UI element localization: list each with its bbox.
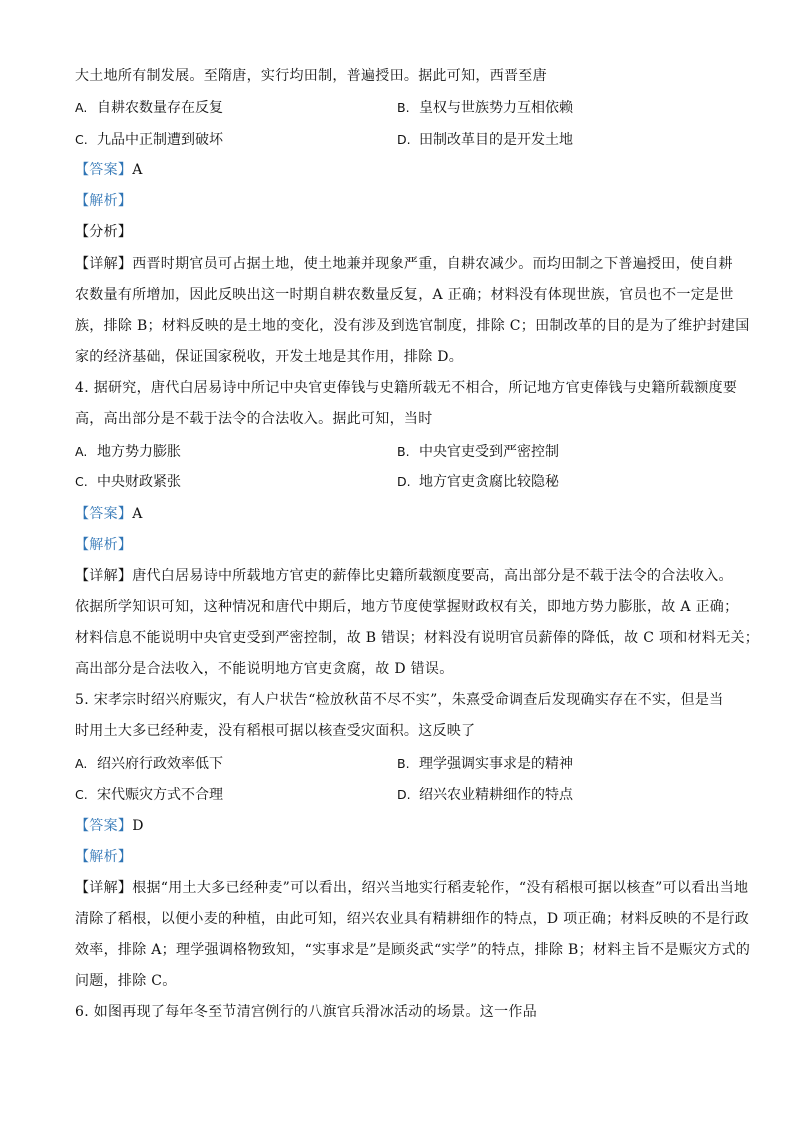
q5-option-d: D. 绍兴农业精耕细作的特点 [397,787,573,803]
q5-option-b: B. 理学强调实事求是的精神 [397,756,573,772]
q4-option-d: D. 地方官吏贪腐比较隐秘 [397,474,559,490]
q3-answer: 【答案】A [75,162,143,178]
q4-option-a: A. 地方势力膨胀 [75,444,181,460]
q6-stem-line-1: 6. 如图再现了每年冬至节清宫例行的八旗官兵滑冰活动的场景。这一作品 [75,1004,538,1020]
q3-detail-line-4: 家的经济基础，保证国家税收，开发土地是其作用，排除 D。 [75,349,464,365]
q5-detail-line-2: 清除了稻根，以便小麦的种植，由此可知，绍兴农业具有精耕细作的特点，D 项正确；材料反映的不是行政 [75,911,750,927]
q4-stem-line-2: 高，高出部分是不载于法令的合法收入。据此可知，当时 [75,411,433,427]
q3-fenxi-heading: 【分析】 [75,224,133,240]
q5-answer: 【答案】D [75,818,144,834]
q3-option-b: B. 皇权与世族势力互相依赖 [397,100,573,116]
q4-option-c: C. 中央财政紧张 [75,474,181,490]
q5-stem-line-2: 时用土大多已经种麦，没有稻根可据以核查受灾面积。这反映了 [75,723,476,739]
q3-detail-line-2: 农数量有所增加，因此反映出这一时期自耕农数量反复，A 正确；材料没有体现世族，官员也不一定是世 [75,287,734,303]
q5-option-a: A. 绍兴府行政效率低下 [75,756,223,772]
q5-detail-line-3: 效率，排除 A；理学强调格物致知，“实事求是”是顾炎武“实学”的特点，排除 B；材料主旨不是赈灾方式的 [75,942,751,958]
q3-detail-line-3: 族，排除 B；材料反映的是土地的变化，没有涉及到选官制度，排除 C；田制改革的目的是为了维护封建国 [75,318,750,334]
q4-detail-line-3: 材料信息不能说明中央官吏受到严密控制，故 B 错误；材料没有说明官员薪俸的降低，故 C 项和材料无关； [75,630,760,646]
q5-detail-line-4: 问题，排除 C。 [75,973,177,989]
q4-stem-line-1: 4. 据研究，唐代白居易诗中所记中央官吏俸钱与史籍所载无不相合，所记地方官吏俸钱与史籍所载额度要 [75,380,738,396]
q4-detail-line-4: 高出部分是合法收入，不能说明地方官吏贪腐，故 D 错误。 [75,661,454,677]
q5-detail-line-1: 【详解】根据“用土大多已经种麦”可以看出，绍兴当地实行稻麦轮作，“没有稻根可据以核查”可以看出当地 [75,880,749,896]
q4-detail-line-1: 【详解】唐代白居易诗中所载地方官吏的薪俸比史籍所载额度要高，高出部分是不载于法令的合法收入。 [75,568,733,584]
q3-option-a: A. 自耕农数量存在反复 [75,100,223,116]
q5-jiexi-heading: 【解析】 [75,849,133,865]
q4-answer: 【答案】A [75,506,143,522]
q5-stem-line-1: 5. 宋孝宗时绍兴府赈灾，有人户状告“检放秋苗不尽不实”，朱熹受命调查后发现确实存在不实，但是当 [75,692,724,708]
q3-stem-text: 大土地所有制发展。至隋唐，实行均田制，普遍授田。据此可知，西晋至唐 [75,68,547,84]
q4-detail-line-2: 依据所学知识可知，这种情况和唐代中期后，地方节度使掌握财政权有关，即地方势力膨胀，故 A 正确； [75,599,739,615]
q4-jiexi-heading: 【解析】 [75,537,133,553]
q5-option-c: C. 宋代赈灾方式不合理 [75,787,223,803]
q3-detail-line-1: 【详解】西晋时期官员可占据土地，使土地兼并现象严重，自耕农减少。而均田制之下普遍授田，使自耕 [75,256,733,272]
q3-option-c: C. 九品中正制遭到破坏 [75,132,223,148]
q3-jiexi-heading: 【解析】 [75,193,133,209]
q4-option-b: B. 中央官吏受到严密控制 [397,444,559,460]
q3-option-d: D. 田制改革目的是开发土地 [397,132,573,148]
